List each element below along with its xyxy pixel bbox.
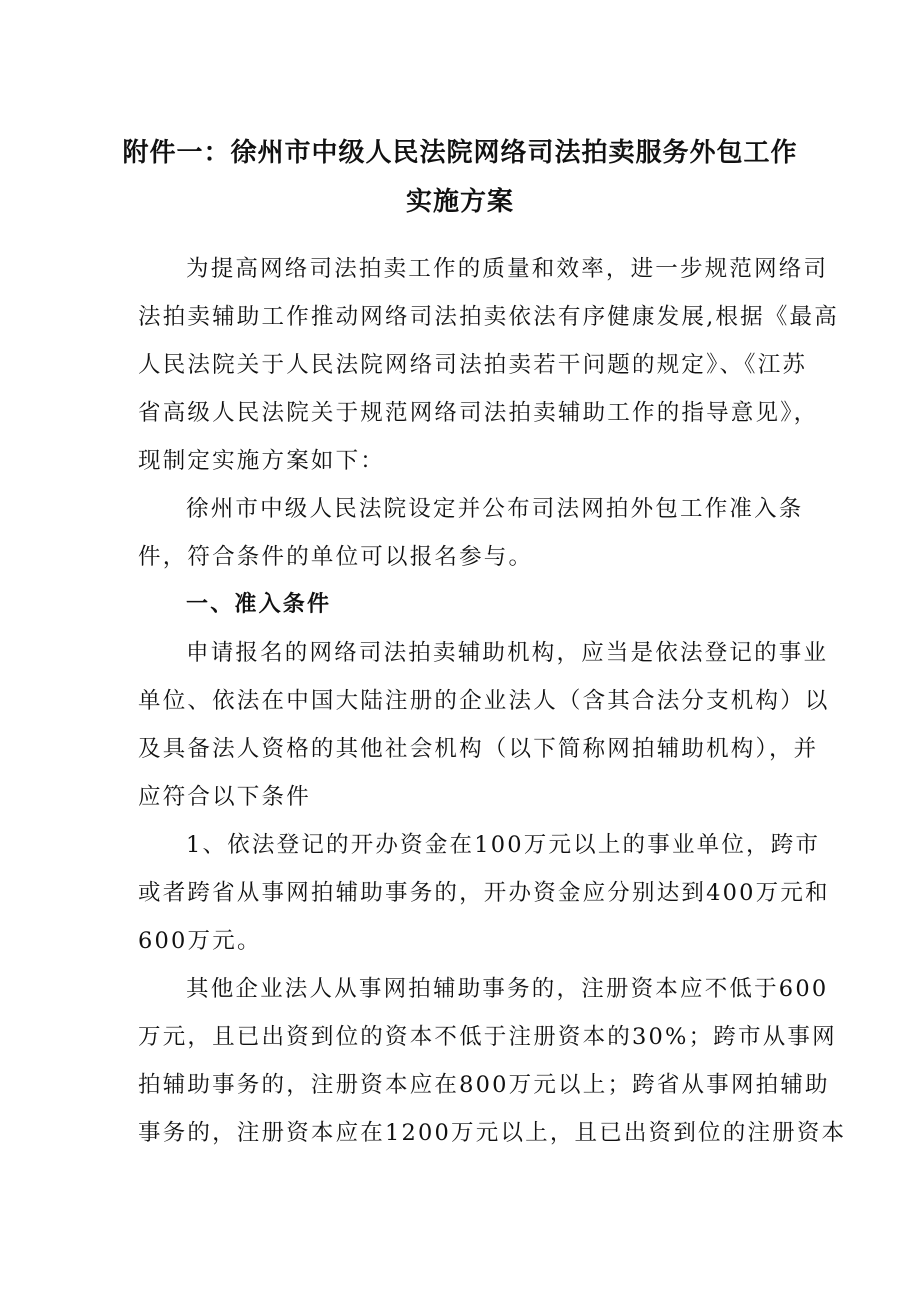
text-line: 拍辅助事务的，注册资本应在800万元以上；跨省从事网拍辅助 <box>138 1072 830 1098</box>
document-title-line-1: 附件一：徐州市中级人民法院网络司法拍卖服务外包工作 <box>122 138 798 168</box>
text-line: 申请报名的网络司法拍卖辅助机构，应当是依法登记的事业 <box>186 640 829 666</box>
text-line: 应符合以下条件 <box>138 784 311 810</box>
text-line: 600万元。 <box>138 928 262 954</box>
text-line: 法拍卖辅助工作推动网络司法拍卖依法有序健康发展,根据《最高 <box>138 304 839 330</box>
text-line: 徐州市中级人民法院设定并公布司法网拍外包工作准入条 <box>186 496 804 522</box>
text-line: 件，符合条件的单位可以报名参与。 <box>138 544 534 570</box>
text-line: 1、依法登记的开办资金在100万元以上的事业单位，跨市 <box>186 832 821 858</box>
text-line: 现制定实施方案如下： <box>138 448 386 474</box>
intro-paragraph <box>138 245 839 485</box>
condition-1-paragraph <box>138 821 830 965</box>
text-line: 或者跨省从事网拍辅助事务的，开办资金应分别达到400万元和 <box>138 880 830 906</box>
document-body <box>138 245 847 1157</box>
document-title-line-2: 实施方案 <box>405 187 514 217</box>
text-line: 为提高网络司法拍卖工作的质量和效率，进一步规范网络司 <box>186 256 829 282</box>
text-line: 省高级人民法院关于规范网络司法拍卖辅助工作的指导意见》， <box>138 400 819 426</box>
applicant-paragraph <box>138 629 830 821</box>
enterprise-capital-paragraph <box>138 965 847 1157</box>
text-line: 人民法院关于人民法院网络司法拍卖若干问题的规定》、《江苏 <box>138 352 808 378</box>
text-line: 单位、依法在中国大陆注册的企业法人（含其合法分支机构）以 <box>138 688 830 714</box>
section-heading-admission-conditions: 一、准入条件 <box>186 592 332 617</box>
text-line: 及具备法人资格的其他社会机构（以下简称网拍辅助机构），并 <box>138 736 819 762</box>
text-line: 其他企业法人从事网拍辅助事务的，注册资本应不低于600 <box>186 976 829 1002</box>
text-line: 事务的，注册资本应在1200万元以上，且已出资到位的注册资本 <box>138 1120 847 1146</box>
scope-paragraph <box>138 485 804 581</box>
text-line: 万元，且已出资到位的资本不低于注册资本的30%；跨市从事网 <box>138 1024 837 1050</box>
